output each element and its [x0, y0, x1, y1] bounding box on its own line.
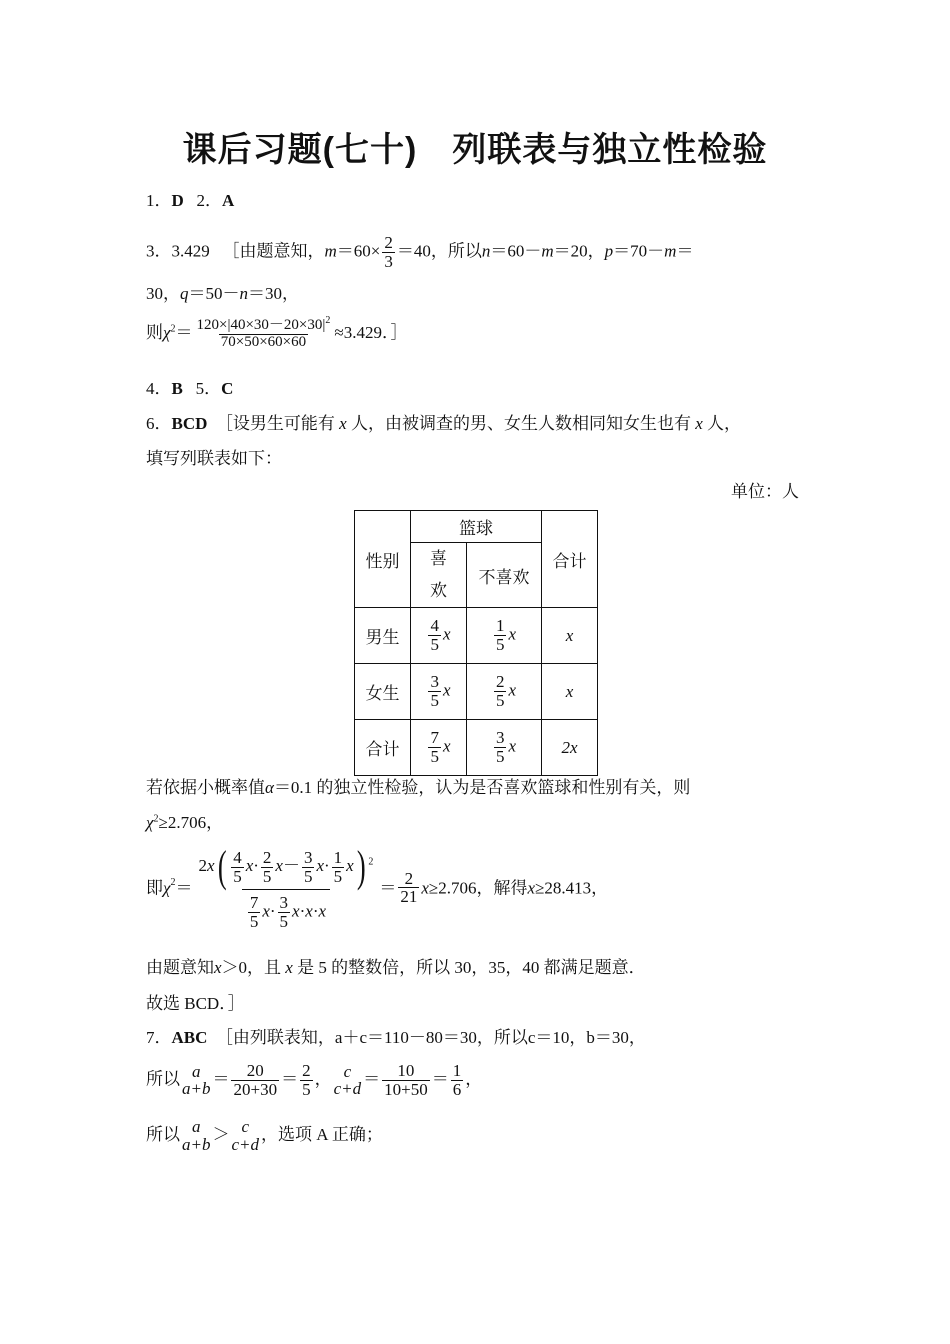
q7-line-3: 所以 a a+b ＞ c c+d ，选项 A 正确； — [146, 1117, 383, 1154]
table-row: 男生 $\frac{4}{5}$ x $\frac{1}{5}$ x x — [355, 608, 598, 664]
header-basketball: 篮球 — [411, 511, 542, 543]
q6-line-3: 若依据小概率值α＝0.1 的独立性检验，认为是否喜欢篮球和性别有关，则 — [146, 778, 691, 797]
q6-line-6: 由题意知x＞0，且 x 是 5 的整数倍，所以 30，35，40 都满足题意． — [146, 958, 646, 977]
q3-chi-square-formula: 则$\chi^2=$ $\frac{120\times|40\times 30-20\times 30|^2}{70\times 50\times 60\times 60}$ ≈3.429．］ — [146, 315, 408, 350]
answer-line-4-5: 4．B 5．C — [146, 379, 234, 398]
q3-line-1: 3．3.429 ［由题意知，m＝60× $\frac{2}{3}$ ＝40，所以n＝60－m＝20，p＝70－m＝ — [146, 233, 694, 271]
table-unit: 单位：人 — [731, 482, 799, 501]
q6-line-1: 6．BCD ［设男生可能有 x 人，由被调查的男、女生人数相同知女生也有 x 人， — [146, 414, 741, 433]
answer-line-1-2: 1．D 2．A — [146, 191, 235, 210]
contingency-table — [354, 510, 598, 776]
q6-line-7: 故选 BCD．］ — [146, 994, 245, 1013]
header-like: 喜欢 — [411, 543, 467, 608]
q7-line-2: 所以 a a+b ＝ $\frac{20}{20+30}$ ＝ $\frac{2}{5}$ ， c c+d ＝ $\frac{10}{10+50}$ ＝ $\frac{1}{6}$ ， — [146, 1061, 483, 1099]
q7-line-1: 7．ABC ［由列联表知，a＋c＝110－80＝30，所以c＝10，b＝30， — [146, 1028, 646, 1047]
table-row: 女生 $\frac{3}{5}$ x $\frac{2}{5}$ x x — [355, 664, 598, 720]
fraction-2-3: $\frac{2}{3}$ — [384, 233, 393, 271]
header-total: 合计 — [542, 511, 598, 608]
big-fraction: 2x( $\frac{4}{5}$ x· $\frac{2}{5}$ x－ $\frac{3}{5}$ x· $\frac{1}{5}$ x) $^2$ $\frac{7}{5}$ x· $\frac{3}{5}$ x·x·x — [198, 842, 374, 931]
chi-square-fraction: $\frac{120\times|40\times 30-20\times 30|^2}{70\times 50\times 60\times 60}$ — [196, 315, 331, 350]
table-row: 合计 $\frac{7}{5}$ x $\frac{3}{5}$ x 2x — [355, 720, 598, 776]
q6-chi-square-formula: 即$\chi^2=$ 2x( $\frac{4}{5}$ x· $\frac{2}{5}$ x－ $\frac{3}{5}$ x· $\frac{1}{5}$ x) $^2$ $\frac{7}{5}$ x· $\frac{3}{5}$ x·x·x ＝ $\frac{2}{21}$ x≥2.706，解得x≥28.413， — [146, 842, 609, 931]
page-title: 课后习题(七十) 列联表与独立性检验 — [182, 131, 768, 169]
q6-line-2: 填写列联表如下： — [146, 449, 282, 468]
q3-line-2: 30，q＝50－n＝30， — [146, 284, 299, 303]
q6-line-4: $\chi^2\ge 2.706$， — [146, 813, 224, 832]
header-gender: 性别 — [355, 511, 411, 608]
header-dislike: 不喜欢 — [467, 543, 542, 608]
